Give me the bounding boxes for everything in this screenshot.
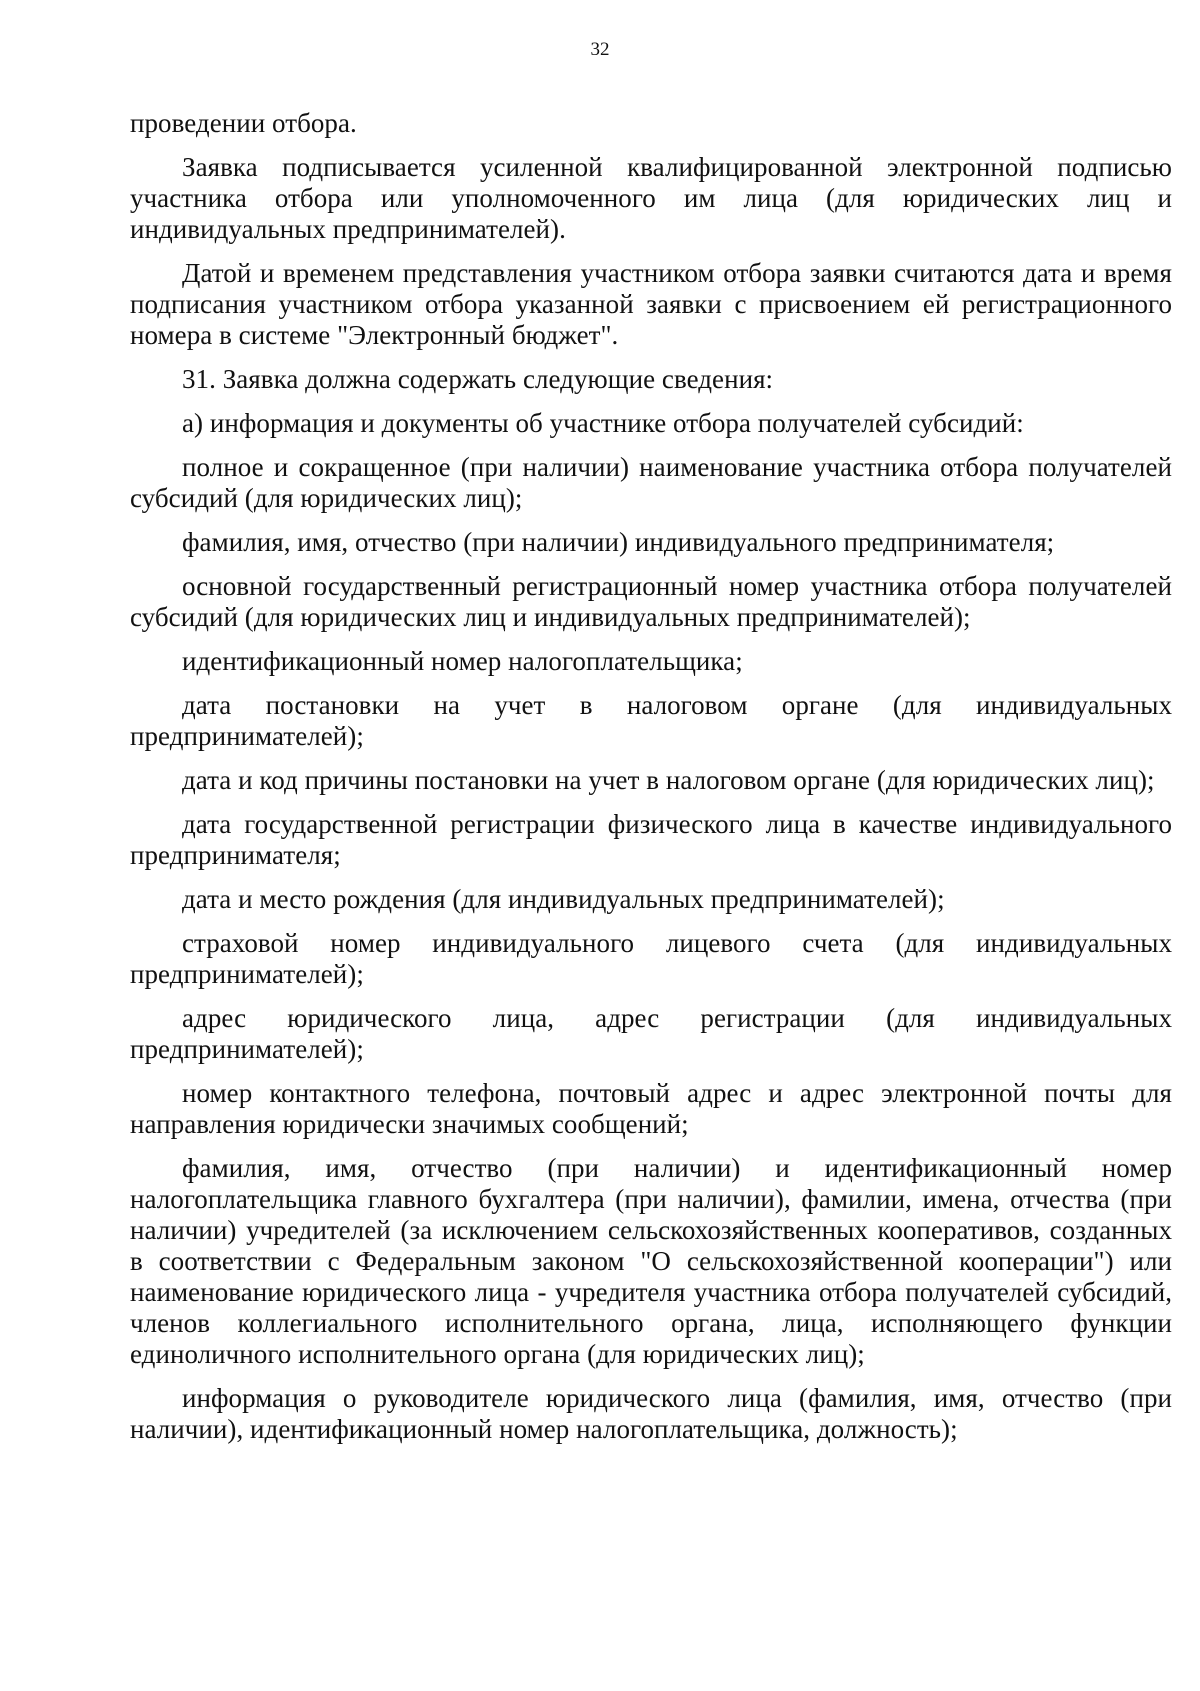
list-item-inn: идентификационный номер налогоплательщика; bbox=[182, 646, 743, 676]
list-item-director-info: информация о руководителе юридического лица (фамилия, имя, отчество (при наличии), идентификационный номер налогоплательщика, должность); bbox=[130, 1383, 1172, 1444]
paragraph-subitem-a: а) информация и документы об участнике отбора получателей субсидий: bbox=[182, 408, 1024, 438]
list-item-ogrn: основной государственный регистрационный номер участника отбора получателей субсидий (для юридических лиц и индивидуальных предпринимателей); bbox=[130, 571, 1172, 632]
paragraph-continuation: проведении отбора. bbox=[130, 108, 357, 138]
list-item-state-registration-date: дата государственной регистрации физического лица в качестве индивидуального предпринимателя; bbox=[130, 809, 1172, 870]
list-item-entrepreneur-name: фамилия, имя, отчество (при наличии) индивидуального предпринимателя; bbox=[182, 527, 1055, 557]
list-item-full-name: полное и сокращенное (при наличии) наименование участника отбора получателей субсидий (для юридических лиц); bbox=[130, 452, 1172, 513]
list-item-tax-registration-date: дата постановки на учет в налоговом органе (для индивидуальных предпринимателей); bbox=[130, 690, 1172, 751]
page-number: 32 bbox=[590, 39, 610, 60]
list-item-founders: фамилия, имя, отчество (при наличии) и идентификационный номер налогоплательщика главного бухгалтера (при наличии), фамилии, имена, отчества (при наличии) учредителей (за исключением сельскохозяйственных кооперативов, созданных в соответствии с Федеральным законом "О сельскохозяйственной кооперации") или наименование юридического лица - учредителя участника отбора получателей субсидий, членов коллегиального исполнительного органа, лица, исполняющего функции единоличного исполнительного органа (для юридических лиц); bbox=[130, 1153, 1172, 1369]
paragraph-item-31: 31. Заявка должна содержать следующие сведения: bbox=[182, 364, 774, 394]
list-item-birth-date-place: дата и место рождения (для индивидуальных предпринимателей); bbox=[182, 884, 945, 914]
paragraph-signature: Заявка подписывается усиленной квалифицированной электронной подписью участника отбора или уполномоченного им лица (для юридических лиц и индивидуальных предпринимателей). bbox=[130, 152, 1172, 244]
list-item-snils: страховой номер индивидуального лицевого счета (для индивидуальных предпринимателей); bbox=[130, 928, 1172, 989]
list-item-address: адрес юридического лица, адрес регистрации (для индивидуальных предпринимателей); bbox=[130, 1003, 1172, 1064]
document-body bbox=[130, 108, 1172, 1458]
list-item-contacts: номер контактного телефона, почтовый адрес и адрес электронной почты для направления юридически значимых сообщений; bbox=[130, 1078, 1172, 1139]
paragraph-submission-date: Датой и временем представления участником отбора заявки считаются дата и время подписания участником отбора указанной заявки с присвоением ей регистрационного номера в системе "Электронный бюджет". bbox=[130, 258, 1172, 350]
list-item-kpp: дата и код причины постановки на учет в налоговом органе (для юридических лиц); bbox=[182, 765, 1155, 795]
